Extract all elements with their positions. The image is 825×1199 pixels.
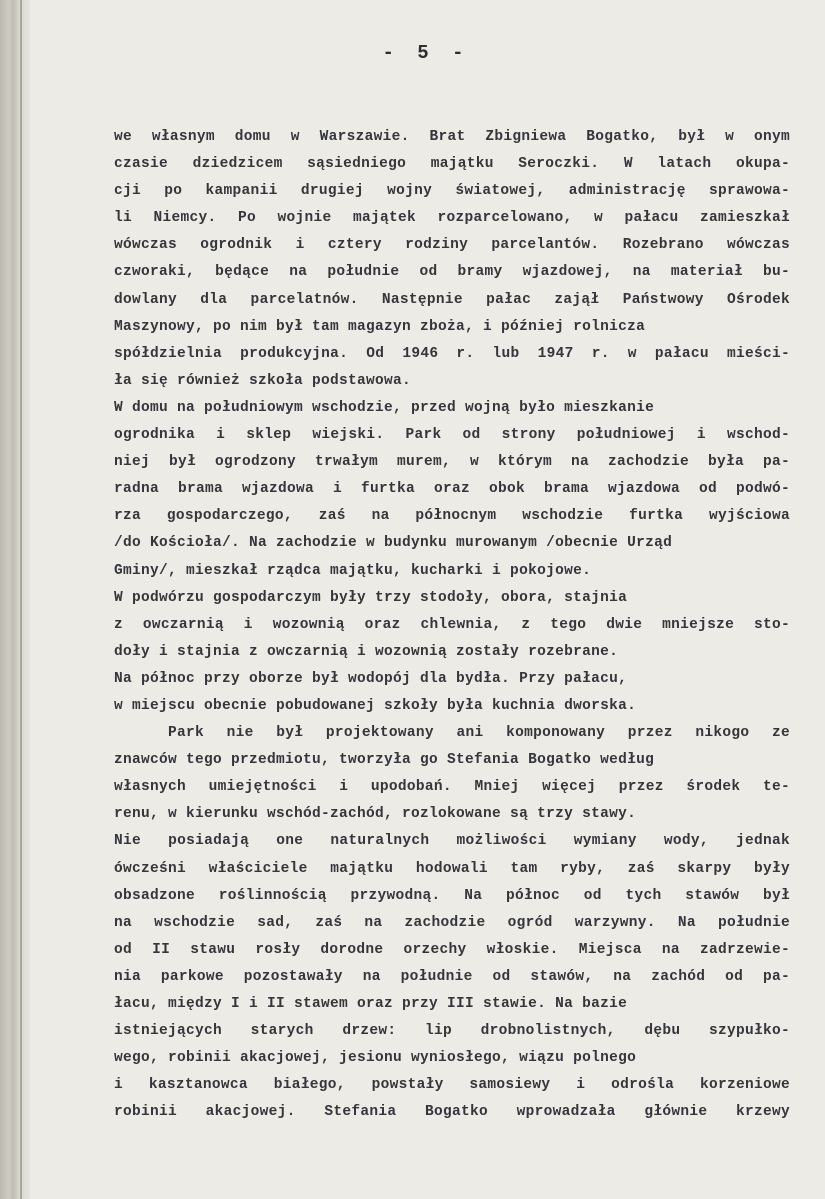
text-line: ogrodnika i sklep wiejski. Park od strony południowej i wschod-: [114, 427, 790, 444]
text-line: czworaki, będące na południe od bramy wjazdowej, na materiał bu-: [114, 264, 790, 281]
text-line: na wschodzie sad, zaś na zachodzie ogród warzywny. Na południe: [114, 914, 790, 931]
text-line: radna brama wjazdowa i furtka oraz obok brama wjazdowa od podwó-: [114, 481, 790, 498]
text-line: ówcześni właściciele majątku hodowali tam ryby, zaś skarpy były: [114, 860, 790, 877]
text-line: wówczas ogrodnik i cztery rodziny parcelantów. Rozebrano wówczas: [114, 237, 790, 254]
text-line: własnych umiejętności i upodobań. Mniej więcej przez środek te-: [114, 779, 790, 796]
binding-edge: [0, 0, 30, 1199]
text-line: cji po kampanii drugiej wojny światowej, administrację sprawowa-: [114, 183, 790, 200]
text-line: Nie posiadają one naturalnych możliwości wymiany wody, jednak: [114, 833, 790, 850]
text-line: rza gospodarczego, zaś na północnym wschodzie furtka wyjściowa: [114, 508, 790, 525]
text-line: robinii akacjowej. Stefania Bogatko wprowadzała głównie krzewy: [114, 1104, 790, 1121]
text-line: /do Kościoła/. Na zachodzie w budynku murowanym /obecnie Urząd: [114, 535, 673, 552]
text-line: i kasztanowca białego, powstały samosiewy i odrośla korzeniowe: [114, 1077, 790, 1094]
text-line: Maszynowy, po nim był tam magazyn zboża, i później rolnicza: [114, 318, 646, 335]
text-line: W podwórzu gospodarczym były trzy stodoły, obora, stajnia: [114, 589, 628, 606]
text-line: doły i stajnia z owczarnią i wozownią zostały rozebrane.: [114, 643, 619, 660]
text-line: Na północ przy oborze był wodopój dla bydła. Przy pałacu,: [114, 670, 628, 687]
text-line: W domu na południowym wschodzie, przed wojną było mieszkanie: [114, 399, 655, 416]
text-line: we własnym domu w Warszawie. Brat Zbigniewa Bogatko, był w onym: [114, 129, 790, 145]
text-line: z owczarnią i wozownią oraz chlewnia, z tego dwie mniejsze sto-: [114, 616, 790, 633]
text-line: niej był ogrodzony trwałym murem, w którym na zachodzie była pa-: [114, 454, 790, 471]
text-line: od II stawu rosły dorodne orzechy włoskie. Miejsca na zadrzewie-: [114, 941, 790, 958]
text-line: ła się również szkoła podstawowa.: [114, 372, 412, 389]
text-line: nia parkowe pozostawały na południe od stawów, na zachód od pa-: [114, 968, 790, 985]
page-number: - 5 -: [382, 42, 470, 64]
text-line: Park nie był projektowany ani komponowany przez nikogo ze: [168, 725, 790, 742]
text-line: istniejących starych drzew: lip drobnolistnych, dębu szypułko-: [114, 1023, 790, 1040]
text-line: spółdzielnia produkcyjna. Od 1946 r. lub 1947 r. w pałacu mieści-: [114, 345, 790, 362]
text-line: dowlany dla parcelatnów. Następnie pałac zajął Państwowy Ośrodek: [114, 291, 790, 308]
text-line: obsadzone roślinnością przywodną. Na północ od tych stawów był: [114, 887, 790, 904]
text-line: w miejscu obecnie pobudowanej szkoły była kuchnia dworska.: [114, 697, 637, 714]
document-body: [114, 124, 790, 1126]
text-line: łacu, między I i II stawem oraz przy III stawie. Na bazie: [114, 996, 628, 1012]
text-line: renu, w kierunku wschód-zachód, rozlokowane są trzy stawy.: [114, 806, 637, 823]
text-line: li Niemcy. Po wojnie majątek rozparcelowano, w pałacu zamieszkał: [114, 210, 790, 227]
text-line: Gminy/, mieszkał rządca majątku, kucharki i pokojowe.: [114, 562, 592, 579]
text-line: wego, robinii akacjowej, jesionu wyniosłego, wiązu polnego: [114, 1050, 637, 1067]
text-line: znawców tego przedmiotu, tworzyła go Stefania Bogatko według: [114, 752, 655, 769]
text-line: czasie dziedzicem sąsiedniego majątku Seroczki. W latach okupa-: [114, 156, 790, 173]
